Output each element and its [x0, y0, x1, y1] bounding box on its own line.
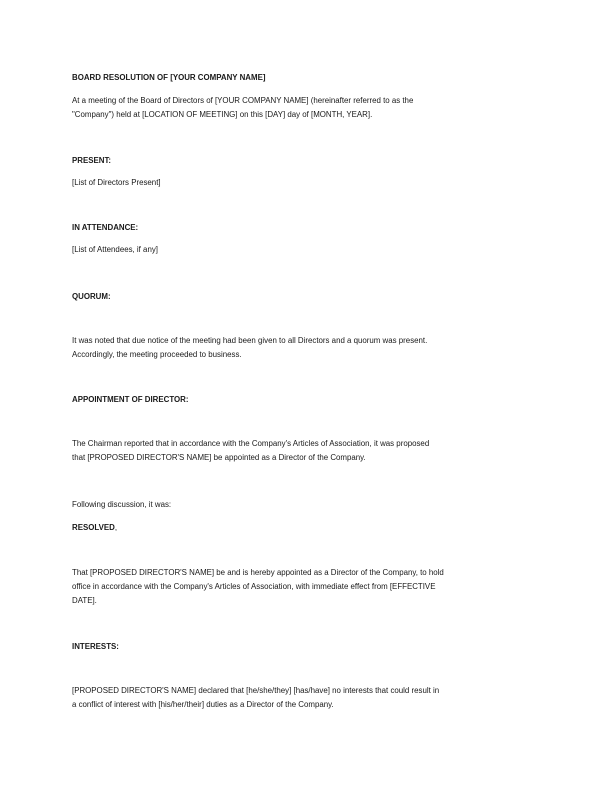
- text-line: office in accordance with the Company's Articles of Association, with immediate effect from [EFFECTIVE: [72, 582, 436, 591]
- text-line: "Company") held at [LOCATION OF MEETING] on this [DAY] day of [MONTH, YEAR].: [72, 110, 373, 119]
- text-line: At a meeting of the Board of Directors of [YOUR COMPANY NAME] (hereinafter referred to as the: [72, 96, 414, 105]
- text-line: It was noted that due notice of the meeting had been given to all Directors and a quorum was present.: [72, 336, 428, 345]
- text-line: That [PROPOSED DIRECTOR'S NAME] be and is hereby appointed as a Director of the Company, to hold: [72, 568, 444, 577]
- text-line: The Chairman reported that in accordance with the Company's Articles of Association, it was proposed: [72, 439, 430, 448]
- attendance-heading: IN ATTENDANCE:: [72, 223, 139, 232]
- text-line: [PROPOSED DIRECTOR'S NAME] declared that [he/she/they] [has/have] no interests that could result in: [72, 686, 440, 695]
- attendance-text: [List of Attendees, if any]: [72, 245, 158, 254]
- document-title: BOARD RESOLUTION OF [YOUR COMPANY NAME]: [72, 73, 266, 82]
- text-line: that [PROPOSED DIRECTOR'S NAME] be appointed as a Director of the Company.: [72, 453, 366, 462]
- resolved-comma: ,: [114, 523, 118, 532]
- resolved-label: RESOLVED: [72, 523, 115, 532]
- following-text: Following discussion, it was:: [72, 500, 172, 509]
- quorum-paragraph: [72, 334, 427, 362]
- appointment-heading: APPOINTMENT OF DIRECTOR:: [72, 395, 189, 404]
- interests-heading: INTERESTS:: [72, 642, 119, 651]
- present-text: [List of Directors Present]: [72, 178, 161, 187]
- quorum-heading: QUORUM:: [72, 292, 111, 301]
- resolved-line: [72, 521, 117, 535]
- interests-paragraph: [72, 684, 439, 712]
- appointment-paragraph: [72, 437, 429, 465]
- resolution-paragraph: [72, 566, 444, 608]
- intro-paragraph: [72, 94, 413, 122]
- text-line: DATE].: [72, 596, 97, 605]
- text-line: a conflict of interest with [his/her/their] duties as a Director of the Company.: [72, 700, 334, 709]
- text-line: Accordingly, the meeting proceeded to business.: [72, 350, 242, 359]
- present-heading: PRESENT:: [72, 156, 112, 165]
